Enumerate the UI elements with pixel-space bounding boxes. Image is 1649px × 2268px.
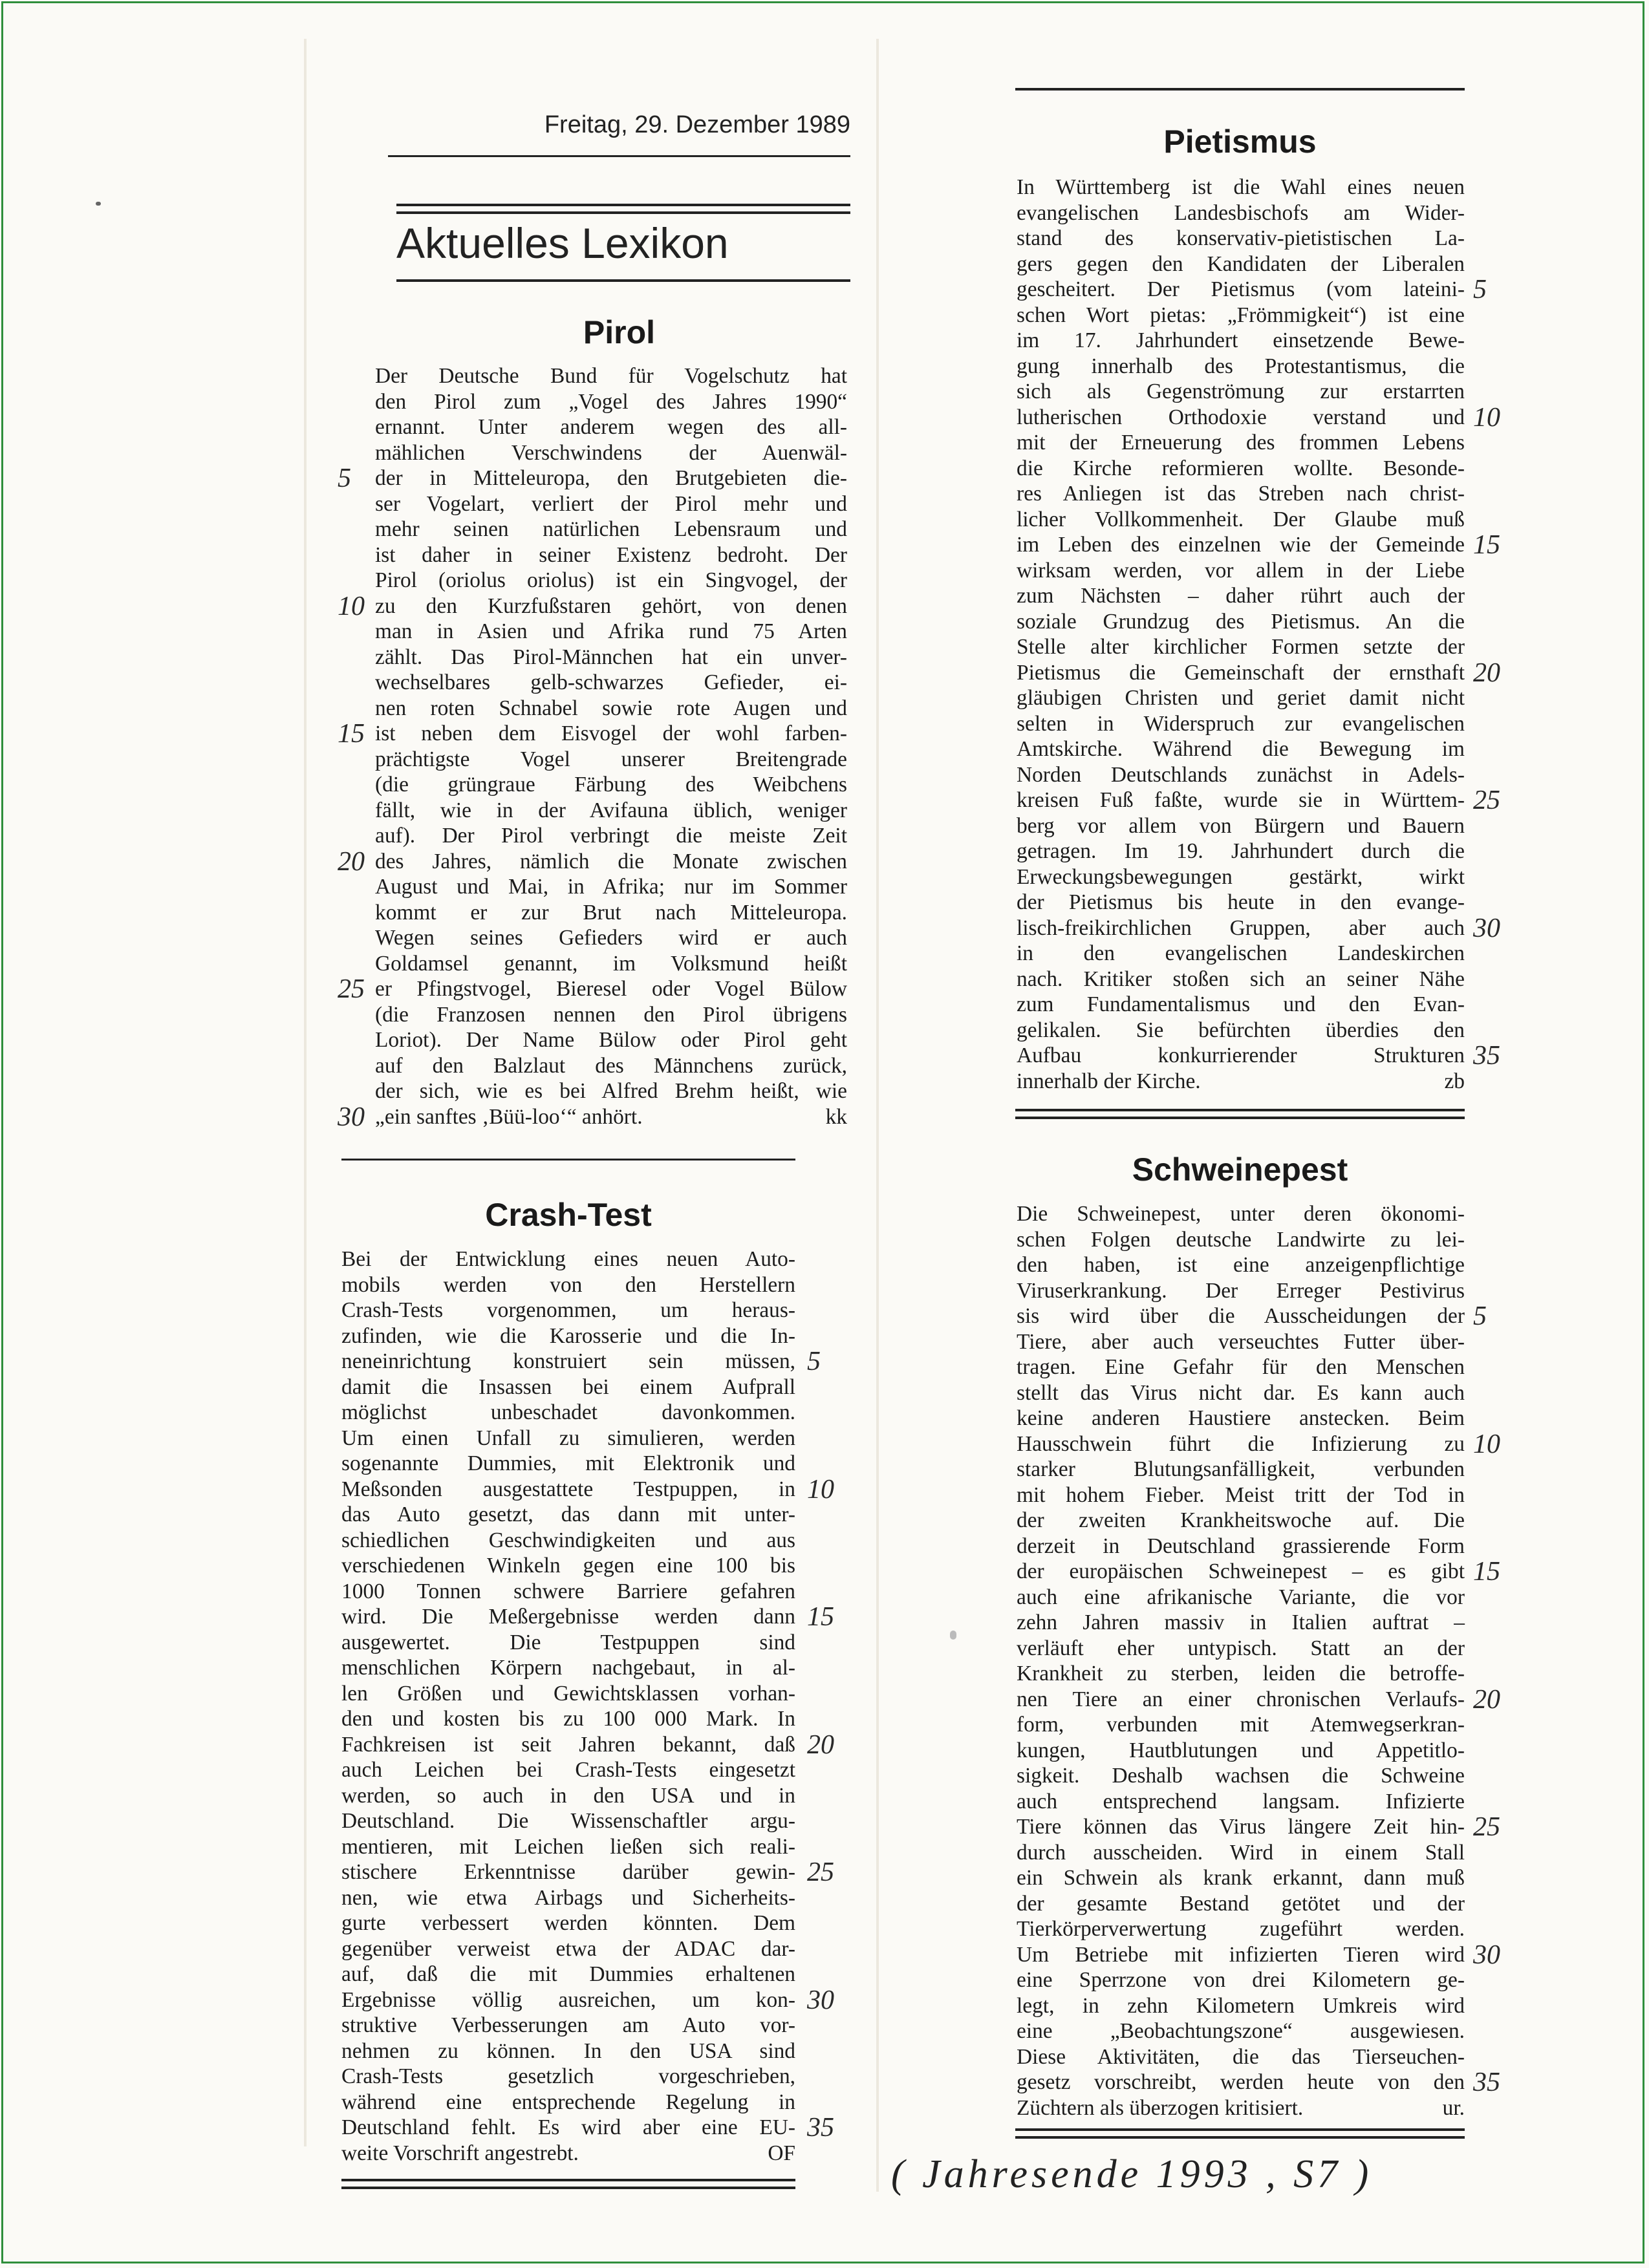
article-rule-pirol bbox=[341, 1159, 795, 1161]
article-line: Aufbau konkurrierender Strukturen bbox=[1017, 1043, 1465, 1067]
article-line: auf, daß die mit Dummies erhaltenen bbox=[341, 1962, 795, 1986]
article-line: nehmen zu können. In den USA sind bbox=[341, 2038, 795, 2063]
article-line: zufinden, wie die Karosserie und die In- bbox=[341, 1323, 795, 1348]
article-line: Stelle alter kirchlicher Formen setzte der bbox=[1017, 635, 1465, 659]
article-rule-schweinepest-bottom bbox=[1015, 2128, 1465, 2139]
margin-mark: 20 bbox=[807, 1729, 834, 1760]
article-line: kungen, Hautblutungen und Appetitlo- bbox=[1017, 1738, 1465, 1762]
article-line: Goldamsel genannt, im Volksmund heißt bbox=[375, 951, 847, 976]
article-line-text: Züchtern als überzogen kritisiert. bbox=[1017, 2095, 1304, 2120]
article-line: keine anderen Haustiere anstecken. Beim bbox=[1017, 1406, 1465, 1430]
article-line bbox=[1017, 2095, 1465, 2121]
margin-mark: 15 bbox=[338, 719, 365, 749]
article-line: der Pietismus bis heute in den evange- bbox=[1017, 890, 1465, 914]
article-line: lutherischen Orthodoxie verstand und bbox=[1017, 405, 1465, 429]
article-line: Amtskirche. Während die Bewegung im bbox=[1017, 737, 1465, 761]
article-line: den haben, ist eine anzeigenpflichtige bbox=[1017, 1253, 1465, 1277]
margin-mark: 5 bbox=[1473, 275, 1487, 305]
article-line: in den evangelischen Landeskirchen bbox=[1017, 941, 1465, 965]
article-line: Crash-Tests gesetzlich vorgeschrieben, bbox=[341, 2064, 795, 2088]
margin-mark: 10 bbox=[338, 591, 365, 621]
article-line: gläubigen Christen und geriet damit nicht bbox=[1017, 686, 1465, 710]
article-title-pietismus: Pietismus bbox=[1163, 123, 1317, 160]
article-line: wird. Die Meßergebnisse werden dann bbox=[341, 1605, 795, 1629]
article-line bbox=[375, 1104, 847, 1130]
margin-mark: 30 bbox=[1473, 1940, 1500, 1970]
article-line: ser Vogelart, verliert der Pirol mehr und bbox=[375, 491, 847, 516]
article-line: len Größen und Gewichtsklassen vorhan- bbox=[341, 1681, 795, 1706]
article-line: mit der Erneuerung des frommen Lebens bbox=[1017, 431, 1465, 455]
article-line: neneinrichtung konstruiert sein müssen, bbox=[341, 1349, 795, 1373]
article-title-pirol: Pirol bbox=[583, 314, 656, 350]
margin-mark: 20 bbox=[338, 846, 365, 877]
article-line: Pietismus die Gemeinschaft der ernsthaft bbox=[1017, 660, 1465, 685]
margin-mark: 15 bbox=[1473, 530, 1500, 560]
article-line: die Kirche reformieren wollte. Besonde- bbox=[1017, 456, 1465, 480]
article-line: den Pirol zum „Vogel des Jahres 1990“ bbox=[375, 389, 847, 414]
author-signature: ur. bbox=[1442, 2095, 1465, 2120]
article-line: ausgewertet. Die Testpuppen sind bbox=[341, 1630, 795, 1654]
article-line: zählt. Das Pirol-Männchen hat ein unver- bbox=[375, 645, 847, 669]
article-line: Um Betriebe mit infizierten Tieren wird bbox=[1017, 1942, 1465, 1967]
margin-mark: 5 bbox=[1473, 1301, 1487, 1331]
article-rule-pietismus-bottom bbox=[1015, 1109, 1465, 1119]
article-line: nen Tiere an einer chronischen Verlaufs- bbox=[1017, 1687, 1465, 1711]
margin-mark: 30 bbox=[1473, 913, 1500, 943]
ink-speck bbox=[950, 1631, 956, 1640]
article-line: gung innerhalb des Protestantismus, die bbox=[1017, 354, 1465, 378]
margin-mark: 15 bbox=[1473, 1557, 1500, 1587]
margin-mark: 5 bbox=[338, 464, 351, 493]
article-line: Fachkreisen ist seit Jahren bekannt, daß bbox=[341, 1732, 795, 1757]
article-line: legt, in zehn Kilometern Umkreis wird bbox=[1017, 1993, 1465, 2018]
article-line: selten in Widerspruch zur evangelischen bbox=[1017, 711, 1465, 736]
margin-mark: 10 bbox=[1473, 1429, 1500, 1459]
ink-speck bbox=[96, 202, 101, 206]
article-line bbox=[1017, 1069, 1465, 1095]
article-line: schen Folgen deutsche Landwirte zu lei- bbox=[1017, 1227, 1465, 1252]
article-line: form, verbunden mit Atemwegserkran- bbox=[1017, 1713, 1465, 1737]
article-line: verläuft eher untypisch. Statt an der bbox=[1017, 1636, 1465, 1660]
article-line: man in Asien und Afrika rund 75 Arten bbox=[375, 619, 847, 643]
article-line: stand des konservativ-pietistischen La- bbox=[1017, 226, 1465, 250]
article-line: zu den Kurzfußstaren gehört, von denen bbox=[375, 594, 847, 618]
article-line: auch Leichen bei Crash-Tests eingesetzt bbox=[341, 1758, 795, 1782]
article-line: starker Blutungsanfälligkeit, verbunden bbox=[1017, 1457, 1465, 1481]
article-line: Krankheit zu sterben, leiden die betroffe- bbox=[1017, 1662, 1465, 1685]
article-line: Um einen Unfall zu simulieren, werden bbox=[341, 1426, 795, 1450]
article-line: der europäischen Schweinepest – es gibt bbox=[1017, 1559, 1465, 1583]
article-line: Wegen seines Gefieders wird er auch bbox=[375, 926, 847, 950]
article-line: eine „Beobachtungszone“ ausgewiesen. bbox=[1017, 2019, 1465, 2043]
article-body-pietismus bbox=[1017, 175, 1465, 1094]
article-line: lisch-freikirchlichen Gruppen, aber auch bbox=[1017, 915, 1465, 940]
article-body-pirol bbox=[375, 363, 847, 1129]
article-line: evangelischen Landesbischofs am Wider- bbox=[1017, 200, 1465, 225]
article-line: werden, so auch in den USA und in bbox=[341, 1783, 795, 1808]
margin-mark: 30 bbox=[807, 1985, 834, 2015]
article-line: kommt er zur Brut nach Mitteleuropa. bbox=[375, 900, 847, 925]
article-line-text: „ein sanftes ‚Büü-loo‘“ anhört. bbox=[375, 1104, 643, 1129]
article-line: im 17. Jahrhundert einsetzende Bewe- bbox=[1017, 328, 1465, 352]
date-rule bbox=[388, 155, 850, 157]
article-line: kreisen Fuß faßte, wurde sie in Württem- bbox=[1017, 788, 1465, 812]
article-rule-pietismus-top bbox=[1015, 88, 1465, 91]
article-line bbox=[341, 2141, 795, 2166]
article-line: sogenannte Dummies, mit Elektronik und bbox=[341, 1451, 795, 1475]
article-line: nen roten Schnabel sowie rote Augen und bbox=[375, 696, 847, 720]
article-line: mit hohem Fieber. Meist tritt der Tod in bbox=[1017, 1482, 1465, 1507]
article-line: stellt das Virus nicht dar. Es kann auch bbox=[1017, 1380, 1465, 1405]
article-line: sis wird über die Ausscheidungen der bbox=[1017, 1304, 1465, 1328]
article-line: zum Nächsten – daher rührt auch der bbox=[1017, 584, 1465, 608]
article-line: Tierkörperverwertung zugeführt werden. bbox=[1017, 1917, 1465, 1941]
article-line: er Pfingstvogel, Bieresel oder Vogel Bülow bbox=[375, 977, 847, 1001]
article-line: nach. Kritiker stoßen sich an seiner Nähe bbox=[1017, 967, 1465, 991]
margin-mark: 20 bbox=[1473, 1684, 1500, 1715]
article-line: auf den Balzlaut des Männchens zurück, bbox=[375, 1053, 847, 1078]
margin-mark: 35 bbox=[807, 2113, 834, 2143]
article-line: Ergebnisse völlig ausreichen, um kon- bbox=[341, 1987, 795, 2012]
article-body-schweinepest bbox=[1017, 1201, 1465, 2121]
article-line: getragen. Im 19. Jahrhundert durch die bbox=[1017, 839, 1465, 863]
article-line: zehn Jahren massiv in Italien auftrat – bbox=[1017, 1610, 1465, 1634]
article-line: Die Schweinepest, unter deren ökonomi- bbox=[1017, 1202, 1465, 1226]
article-line: (die Franzosen nennen den Pirol übrigens bbox=[375, 1002, 847, 1027]
article-line: schiedlichen Geschwindigkeiten und aus bbox=[341, 1528, 795, 1552]
margin-mark: 15 bbox=[807, 1602, 834, 1632]
section-title: Aktuelles Lexikon bbox=[396, 219, 729, 267]
article-line: Hausschwein führt die Infizierung zu bbox=[1017, 1431, 1465, 1456]
article-line: verschiedenen Winkeln gegen eine 100 bis bbox=[341, 1554, 795, 1578]
article-line: der sich, wie es bei Alfred Brehm heißt, wie bbox=[375, 1079, 847, 1103]
margin-mark: 5 bbox=[807, 1347, 821, 1376]
article-line-text: innerhalb der Kirche. bbox=[1017, 1069, 1201, 1093]
margin-mark: 30 bbox=[338, 1102, 365, 1132]
article-line: der zweiten Krankheitswoche auf. Die bbox=[1017, 1508, 1465, 1532]
margin-mark: 20 bbox=[1473, 658, 1500, 688]
handwritten-note: ( Jahresende 1993 , S7 ) bbox=[891, 2152, 1373, 2196]
article-line: berg vor allem von Bürgern und Bauern bbox=[1017, 813, 1465, 838]
margin-mark: 35 bbox=[1473, 2068, 1500, 2097]
article-line: sich als Gegenströmung zur erstarrten bbox=[1017, 380, 1465, 403]
article-line: menschlichen Körpern nachgebaut, in al- bbox=[341, 1656, 795, 1680]
article-line: stischere Erkenntnisse darüber gewin- bbox=[341, 1860, 795, 1884]
article-line: 1000 Tonnen schwere Barriere gefahren bbox=[341, 1579, 795, 1603]
article-line: Loriot). Der Name Bülow oder Pirol geht bbox=[375, 1028, 847, 1052]
article-line: gelikalen. Sie befürchten überdies den bbox=[1017, 1018, 1465, 1042]
article-line: mentieren, mit Leichen ließen sich reali- bbox=[341, 1834, 795, 1859]
article-line: gesetz vorschreibt, werden heute von den bbox=[1017, 2070, 1465, 2094]
article-line: der gesamte Bestand getötet und der bbox=[1017, 1891, 1465, 1916]
margin-mark: 10 bbox=[807, 1474, 834, 1504]
article-line: Deutschland. Die Wissenschaftler argu- bbox=[341, 1809, 795, 1833]
article-line: möglichst unbeschadet davonkommen. bbox=[341, 1400, 795, 1424]
article-line: damit die Insassen bei einem Aufprall bbox=[341, 1375, 795, 1399]
article-line: Der Deutsche Bund für Vogelschutz hat bbox=[375, 364, 847, 388]
article-line: derzeit in Deutschland grassierende Form bbox=[1017, 1534, 1465, 1558]
article-line: auch entsprechend langsam. Infizierte bbox=[1017, 1789, 1465, 1813]
article-line: Viruserkrankung. Der Erreger Pestivirus bbox=[1017, 1278, 1465, 1303]
article-line: August und Mai, in Afrika; nur im Sommer bbox=[375, 875, 847, 899]
article-line: soziale Grundzug des Pietismus. An die bbox=[1017, 609, 1465, 634]
article-line: gers gegen den Kandidaten der Liberalen bbox=[1017, 251, 1465, 276]
section-title-rule-top bbox=[396, 204, 850, 214]
newspaper-date: Freitag, 29. Dezember 1989 bbox=[544, 111, 850, 138]
article-line: während eine entsprechende Regelung in bbox=[341, 2090, 795, 2114]
article-line: das Auto gesetzt, das dann mit unter- bbox=[341, 1503, 795, 1526]
article-line: den und kosten bis zu 100 000 Mark. In bbox=[341, 1707, 795, 1731]
article-line: eine Sperrzone von drei Kilometern ge- bbox=[1017, 1968, 1465, 1992]
margin-mark: 35 bbox=[1473, 1041, 1500, 1071]
article-line: auch eine afrikanische Variante, die vor bbox=[1017, 1585, 1465, 1609]
article-line: ist daher in seiner Existenz bedroht. Der bbox=[375, 542, 847, 567]
article-title-schweinepest: Schweinepest bbox=[1132, 1151, 1348, 1188]
article-line: Diese Aktivitäten, die das Tierseuchen- bbox=[1017, 2044, 1465, 2069]
article-line: Norden Deutschlands zunächst in Adels- bbox=[1017, 762, 1465, 787]
article-line: gegenüber verweist etwa der ADAC dar- bbox=[341, 1936, 795, 1961]
scan-shadow-middle bbox=[876, 39, 879, 2192]
article-line: wirksam werden, vor allem in der Liebe bbox=[1017, 558, 1465, 583]
article-line: nen, wie etwa Airbags und Sicherheits- bbox=[341, 1885, 795, 1910]
article-line: gurte verbessert werden könnten. Dem bbox=[341, 1911, 795, 1935]
article-line: In Württemberg ist die Wahl eines neuen bbox=[1017, 175, 1465, 199]
article-line: struktive Verbesserungen am Auto vor- bbox=[341, 2013, 795, 2037]
article-line: gescheitert. Der Pietismus (vom lateini- bbox=[1017, 277, 1465, 301]
scan-shadow-left bbox=[304, 39, 307, 2146]
author-signature: zb bbox=[1444, 1069, 1465, 1093]
margin-mark: 25 bbox=[1473, 1812, 1500, 1842]
article-line: mobils werden von den Herstellern bbox=[341, 1272, 795, 1297]
article-body-crash-test bbox=[341, 1246, 795, 2166]
article-line: mehr seinen natürlichen Lebensraum und bbox=[375, 517, 847, 541]
section-title-rule-bottom bbox=[396, 279, 850, 282]
article-line: Deutschland fehlt. Es wird aber eine EU- bbox=[341, 2115, 795, 2139]
author-signature: kk bbox=[825, 1104, 847, 1129]
article-title-crash-test: Crash-Test bbox=[485, 1197, 652, 1233]
margin-mark: 10 bbox=[1473, 402, 1500, 433]
article-line: tragen. Eine Gefahr für den Menschen bbox=[1017, 1355, 1465, 1379]
article-line: Erweckungsbewegungen gestärkt, wirkt bbox=[1017, 864, 1465, 889]
article-line: Crash-Tests vorgenommen, um heraus- bbox=[341, 1298, 795, 1322]
margin-mark: 25 bbox=[338, 974, 365, 1004]
margin-mark: 25 bbox=[1473, 786, 1500, 815]
article-line: Meßsonden ausgestattete Testpuppen, in bbox=[341, 1477, 795, 1501]
article-rule-crash-test bbox=[341, 2179, 795, 2189]
article-line: zum Fundamentalismus und den Evan- bbox=[1017, 992, 1465, 1016]
article-line-text: weite Vorschrift angestrebt. bbox=[341, 2141, 579, 2165]
author-signature: OF bbox=[768, 2141, 795, 2165]
article-line: prächtigste Vogel unserer Breitengrade bbox=[375, 747, 847, 771]
article-line: sigkeit. Deshalb wachsen die Schweine bbox=[1017, 1764, 1465, 1788]
article-line: durch ausscheiden. Wird in einem Stall bbox=[1017, 1840, 1465, 1865]
article-line: Bei der Entwicklung eines neuen Auto- bbox=[341, 1247, 795, 1271]
article-line: (die grüngraue Färbung des Weibchens bbox=[375, 773, 847, 797]
article-line: mählichen Verschwindens der Auenwäl- bbox=[375, 440, 847, 465]
article-line: im Leben des einzelnen wie der Gemeinde bbox=[1017, 533, 1465, 557]
margin-mark: 25 bbox=[807, 1857, 834, 1887]
article-line: der in Mitteleuropa, den Brutgebieten die- bbox=[375, 466, 847, 490]
article-line: des Jahres, nämlich die Monate zwischen bbox=[375, 849, 847, 873]
article-line: Pirol (oriolus oriolus) ist ein Singvogel, der bbox=[375, 568, 847, 592]
article-line: Tiere können das Virus längere Zeit hin- bbox=[1017, 1815, 1465, 1839]
article-line: ein Schwein als krank erkannt, dann muß bbox=[1017, 1866, 1465, 1890]
article-line: fällt, wie in der Avifauna üblich, weniger bbox=[375, 798, 847, 822]
article-line: schen Wort pietas: „Frömmigkeit“) ist eine bbox=[1017, 303, 1465, 327]
article-line: res Anliegen ist das Streben nach christ- bbox=[1017, 482, 1465, 506]
article-line: licher Vollkommenheit. Der Glaube muß bbox=[1017, 507, 1465, 531]
article-line: Tiere, aber auch verseuchtes Futter über- bbox=[1017, 1329, 1465, 1354]
article-line: auf). Der Pirol verbringt die meiste Zeit bbox=[375, 824, 847, 848]
article-line: ernannt. Unter anderem wegen des all- bbox=[375, 415, 847, 439]
article-line: wechselbares gelb-schwarzes Gefieder, ei- bbox=[375, 670, 847, 694]
article-line: ist neben dem Eisvogel der wohl farben- bbox=[375, 722, 847, 745]
